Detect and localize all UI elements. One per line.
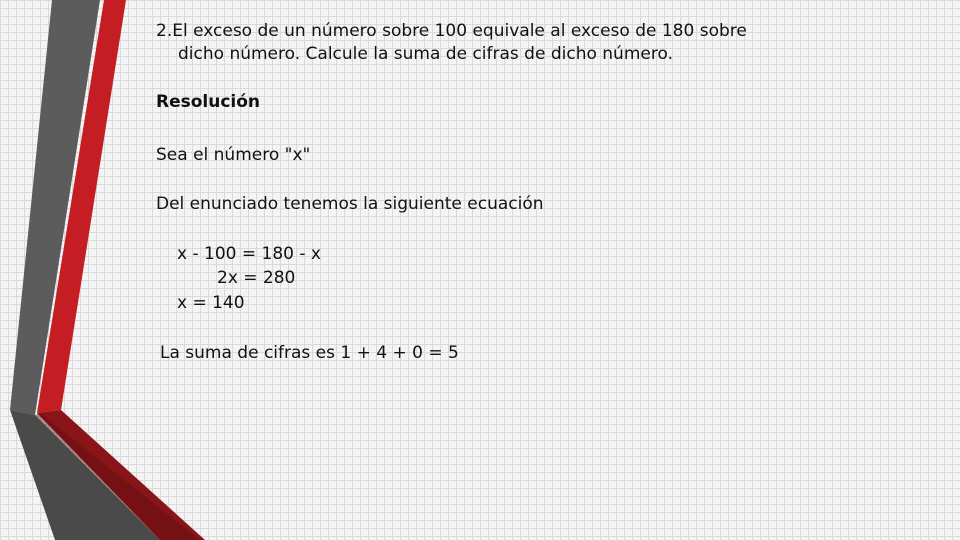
from-statement: Del enunciado tenemos la siguiente ecuación — [156, 194, 544, 214]
equation-3: x = 140 — [177, 293, 245, 313]
problem-line-1: El exceso de un número sobre 100 equivale al exceso de 180 sobre — [172, 21, 747, 41]
equation-2: 2x = 280 — [217, 268, 296, 288]
problem-line-2: dicho número. Calcule la suma de cifras de dicho número. — [178, 44, 673, 64]
gray-wedge — [10, 410, 160, 540]
let-statement: Sea el número "x" — [156, 145, 311, 165]
problem-statement — [156, 20, 768, 66]
problem-number: 2. — [156, 21, 173, 41]
resolution-heading: Resolución — [156, 92, 261, 112]
conclusion: La suma de cifras es 1 + 4 + 0 = 5 — [160, 343, 459, 363]
equation-1: x - 100 = 180 - x — [177, 244, 321, 264]
